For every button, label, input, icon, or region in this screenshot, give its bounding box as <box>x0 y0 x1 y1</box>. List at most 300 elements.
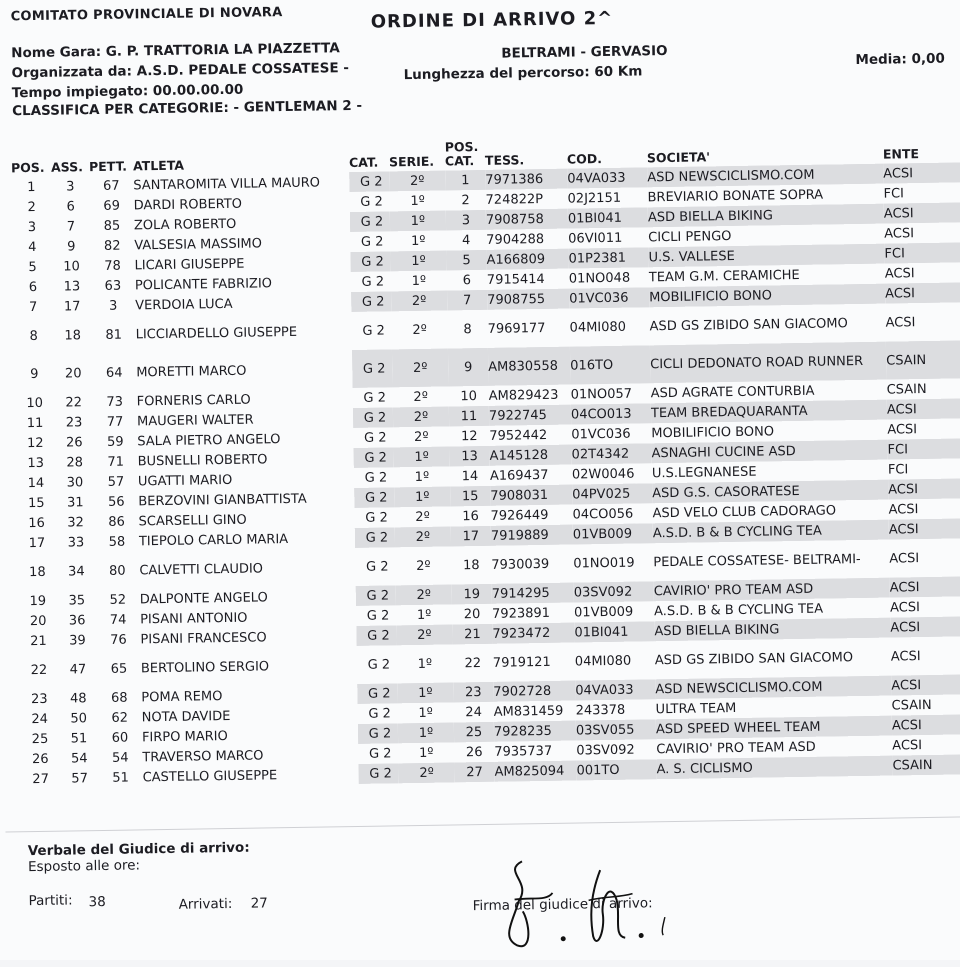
table-cell: 7922745 <box>489 405 571 426</box>
table-cell: 1º <box>410 233 426 249</box>
table-cell: ACSI <box>884 225 915 242</box>
table-cell: 7904288 <box>486 231 545 248</box>
table-cell: A145128 <box>489 445 571 466</box>
table-cell: G 2 <box>356 585 396 606</box>
table-cell: 20 <box>463 606 481 622</box>
table-cell: 10 <box>460 388 478 404</box>
table-cell: AM825094 <box>494 761 576 782</box>
table-cell: ACSI <box>885 314 916 331</box>
table-cell: ASD VELO CLUB CADORAGO <box>652 502 837 521</box>
table-cell: 2º <box>389 171 445 192</box>
table-cell: 03SV055 <box>576 719 656 740</box>
table-cell: 22 <box>30 662 48 678</box>
table-cell: 01NO048 <box>568 270 631 287</box>
table-cell: G 2 <box>368 745 392 762</box>
table-cell: MAUGERI WALTER <box>136 412 254 429</box>
table-cell: 9 <box>448 348 489 387</box>
table-cell: 1º <box>411 273 427 289</box>
table-cell: 36 <box>68 612 86 628</box>
table-cell: 7935737 <box>494 743 553 760</box>
table-cell: 33 <box>67 534 85 550</box>
table-cell: VALSESIA MASSIMO <box>134 235 263 253</box>
table-cell: TIEPOLO CARLO MARIA <box>138 531 289 549</box>
table-cell: ASD G.S. CASORATESE <box>652 480 888 504</box>
table-cell: 06VI011 <box>568 230 623 247</box>
column-header: POS. <box>10 159 45 176</box>
table-cell: ACSI <box>884 265 915 282</box>
table-cell: 1º <box>390 250 446 271</box>
time-taken: Tempo impiegato: 00.00.00.00 <box>11 81 244 102</box>
table-cell: 12 <box>460 428 478 444</box>
table-cell: 27 <box>454 762 494 783</box>
table-cell: 15 <box>450 486 490 507</box>
table-cell: G 2 <box>361 273 385 290</box>
judge-signature-label: Firma del giudice di arrivo: <box>472 895 653 915</box>
table-cell: ASD GS ZIBIDO SAN GIACOMO <box>654 649 854 668</box>
table-cell: 27 <box>32 771 50 787</box>
table-cell: 74 <box>109 612 127 628</box>
table-cell: 7919121 <box>492 654 551 671</box>
table-cell: 2º <box>395 526 451 547</box>
table-cell: ZOLA ROBERTO <box>133 216 237 233</box>
table-cell: ACSI <box>883 162 960 183</box>
table-cell: 02T4342 <box>571 443 651 464</box>
table-cell: 26 <box>31 751 49 767</box>
table-cell: LICCIARDELLO GIUSEPPE <box>135 324 298 342</box>
table-cell: ACSI <box>891 674 960 695</box>
table-cell: POMA REMO <box>141 688 223 705</box>
table-cell: 1 <box>445 170 485 191</box>
table-cell: 85 <box>103 218 121 234</box>
table-cell: NOTA DAVIDE <box>141 708 231 725</box>
column-header: ENTE <box>882 146 920 162</box>
table-cell: G 2 <box>360 233 384 250</box>
table-cell: 12 <box>26 435 44 451</box>
table-cell: 19 <box>29 593 47 609</box>
table-cell: G 2 <box>358 763 398 784</box>
table-cell: 47 <box>69 661 87 677</box>
table-cell: 01BI041 <box>574 621 654 642</box>
table-cell: PEDALE COSSATESE- BELTRAMI- <box>653 551 861 570</box>
table-cell: 2º <box>413 429 429 445</box>
posted-at-label: Esposto alle ore: <box>27 857 141 876</box>
table-cell: 52 <box>109 592 127 608</box>
table-cell: G 2 <box>353 407 393 428</box>
table-cell: 01VB009 <box>573 604 634 621</box>
table-cell: FCI <box>887 461 909 478</box>
table-body <box>11 162 960 789</box>
table-cell: 16 <box>28 515 46 531</box>
table-cell: G 2 <box>365 558 389 575</box>
table-cell: 2º <box>413 389 429 405</box>
table-cell: 34 <box>67 563 85 579</box>
table-cell: CAVIRIO' PRO TEAM ASD <box>656 739 816 757</box>
column-header: TESS. <box>484 152 525 168</box>
table-cell: 7908755 <box>487 289 569 310</box>
table-cell: 4 <box>461 232 471 248</box>
table-cell: 81 <box>105 327 123 343</box>
table-cell: 80 <box>108 563 126 579</box>
table-cell: 1º <box>418 705 433 721</box>
table-cell: MOBILIFICIO BONO <box>651 423 775 441</box>
table-cell: CSAIN <box>891 697 932 714</box>
table-cell: 51 <box>70 730 88 746</box>
page-title: ORDINE DI ARRIVO 2^ <box>370 7 614 33</box>
table-cell: 9 <box>30 366 39 382</box>
table-cell: 23 <box>30 691 48 707</box>
table-cell: G 2 <box>360 193 383 210</box>
table-cell: 67 <box>102 178 120 194</box>
table-cell: 25 <box>454 722 494 743</box>
table-cell: 3 <box>446 210 486 231</box>
table-cell: 7 <box>66 218 76 234</box>
table-cell: 01VC036 <box>569 287 649 308</box>
starters-value: 38 <box>88 893 106 911</box>
table-cell: G 2 <box>365 509 388 526</box>
column-header: COD. <box>566 151 603 167</box>
table-cell: G 2 <box>349 171 389 192</box>
table-cell: 7930039 <box>491 556 550 573</box>
table-cell: 5 <box>28 259 37 275</box>
table-cell: G 2 <box>367 656 391 673</box>
column-header: PETT. <box>88 158 128 175</box>
table-cell: 2 <box>461 192 470 208</box>
table-cell: ACSI <box>885 282 960 303</box>
table-cell: 22 <box>65 394 83 411</box>
table-cell: G 2 <box>368 705 392 722</box>
table-cell: 31 <box>66 494 84 510</box>
table-cell: 23 <box>65 414 83 430</box>
table-cell: 77 <box>106 414 124 430</box>
table-cell: 03SV092 <box>574 581 654 602</box>
judge-report-label: Verbale del Giudice di arrivo: <box>27 839 250 860</box>
table-cell: 6 <box>66 198 75 214</box>
table-cell: G 2 <box>357 683 397 704</box>
table-cell: FIRPO MARIO <box>141 728 228 745</box>
table-cell: 3 <box>27 219 37 235</box>
table-cell: 7914295 <box>492 583 574 604</box>
table-cell: 1º <box>398 722 454 743</box>
table-cell: 2º <box>398 762 454 783</box>
table-cell: 18 <box>28 564 46 580</box>
table-cell: 17 <box>63 298 81 315</box>
table-cell: ACSI <box>888 478 960 499</box>
table-cell: 56 <box>107 494 125 510</box>
table-cell: CASTELLO GIUSEPPE <box>142 767 278 785</box>
table-cell: 04MI080 <box>569 319 627 336</box>
table-cell: 13 <box>27 455 45 471</box>
table-cell: ACSI <box>892 737 923 754</box>
starters-label: Partiti: <box>28 892 73 910</box>
table-cell: 71 <box>107 454 125 470</box>
table-cell: 04VA033 <box>575 679 655 700</box>
table-cell: 30 <box>66 474 84 490</box>
table-cell: ACSI <box>887 398 960 419</box>
table-cell: G 2 <box>351 291 391 312</box>
judge-signature <box>492 839 694 958</box>
table-cell: G 2 <box>353 447 393 468</box>
table-cell: ULTRA TEAM <box>655 700 737 717</box>
table-cell: ASD BIELLA BIKING <box>654 618 890 642</box>
organizer-continued: BELTRAMI - GERVASIO <box>501 43 668 62</box>
table-cell: G 2 <box>364 469 388 486</box>
table-cell: TEAM G.M. CERAMICHE <box>648 267 800 285</box>
table-cell: ASD BIELLA BIKING <box>648 204 884 228</box>
table-cell: 1º <box>394 486 450 507</box>
committee-name: COMITATO PROVINCIALE DI NOVARA <box>10 5 283 25</box>
table-cell: 8 <box>463 321 472 337</box>
table-cell: G 2 <box>362 322 385 339</box>
table-cell: 01BI041 <box>568 207 648 228</box>
table-cell: FCI <box>884 242 960 263</box>
organizer: Organizzata da: A.S.D. PEDALE COSSATESE - <box>11 60 350 82</box>
table-cell: 7923891 <box>491 605 551 622</box>
table-cell: 2º <box>392 348 449 387</box>
table-cell: 7902728 <box>493 681 575 702</box>
table-cell: 1º <box>416 607 432 623</box>
column-header: POS. CAT. <box>444 138 479 169</box>
table-cell: G 2 <box>356 625 396 646</box>
table-cell: 24 <box>465 704 483 720</box>
table-cell: 4 <box>28 239 37 255</box>
table-cell: 17 <box>28 535 46 551</box>
table-cell: ASD GS ZIBIDO SAN GIACOMO <box>649 315 848 334</box>
table-cell: 8 <box>29 328 38 344</box>
table-cell: ACSI <box>889 518 960 539</box>
table-cell: DALPONTE ANGELO <box>139 589 268 607</box>
table-cell: 20 <box>64 365 82 382</box>
column-header: ATLETA <box>132 157 185 174</box>
table-cell: 04MI080 <box>574 653 632 670</box>
table-cell: CALVETTI CLAUDIO <box>139 560 264 578</box>
table-cell: 14 <box>27 475 45 491</box>
table-cell: 39 <box>69 632 86 648</box>
table-cell: 2º <box>396 624 452 645</box>
table-cell: TRAVERSO MARCO <box>142 747 264 765</box>
table-cell: 10 <box>26 395 44 411</box>
table-cell: DARDI ROBERTO <box>133 196 243 213</box>
table-cell: 3 <box>108 298 118 314</box>
table-cell: 76 <box>110 632 127 648</box>
table-cell: 86 <box>108 514 125 530</box>
finishers-value: 27 <box>250 895 268 912</box>
table-cell: 7952442 <box>489 427 548 444</box>
table-cell: ACSI <box>889 599 920 616</box>
table-cell: G 2 <box>352 349 393 388</box>
table-cell: 54 <box>70 750 88 766</box>
table-cell: SCARSELLI GINO <box>138 512 247 529</box>
table-cell: ACSI <box>892 714 960 735</box>
table-cell: 14 <box>461 468 479 484</box>
table-cell: 1º <box>397 682 453 703</box>
column-header: SOCIETA' <box>646 149 711 166</box>
table-cell: 13 <box>63 278 81 295</box>
table-cell: 01VC036 <box>571 426 631 443</box>
table-cell: G 2 <box>366 607 390 624</box>
table-cell: 11 <box>26 415 44 431</box>
table-cell: 7908758 <box>486 209 568 230</box>
divider <box>5 816 960 832</box>
table-cell: 20 <box>29 613 47 629</box>
table-cell: 01NO057 <box>570 386 633 403</box>
table-cell: ACSI <box>890 576 960 597</box>
table-cell: 02J2151 <box>567 190 622 207</box>
table-cell: 15 <box>27 495 45 511</box>
table-cell: TEAM BREDAQUARANTA <box>651 400 887 424</box>
table-cell: BERTOLINO SERGIO <box>140 658 270 676</box>
table-cell: ASD NEWSCICLISMO.COM <box>655 676 891 700</box>
table-cell: BERZOVINI GIANBATTISTA <box>138 491 307 509</box>
table-cell: 6 <box>462 272 472 288</box>
table-cell: 7 <box>28 299 38 315</box>
table-cell: 9 <box>67 238 76 254</box>
table-cell: 724822P <box>485 191 544 208</box>
table-cell: 243378 <box>575 702 626 719</box>
table-cell: 57 <box>107 474 125 490</box>
table-cell: 54 <box>111 750 129 766</box>
table-cell: 3 <box>66 178 75 194</box>
table-cell: A.S.D. B & B CYCLING TEA <box>653 601 824 619</box>
table-cell: 6 <box>28 279 38 295</box>
table-cell: G 2 <box>355 527 395 548</box>
table-cell: 7908031 <box>490 485 572 506</box>
column-header: CAT. <box>348 154 379 171</box>
table-cell: 26 <box>465 744 483 760</box>
table-cell: 65 <box>110 661 128 677</box>
table-cell: ACSI <box>887 421 918 438</box>
table-cell: A169437 <box>489 467 549 484</box>
table-cell: 64 <box>105 365 123 381</box>
table-cell: 7928235 <box>494 721 576 742</box>
table-cell: 18 <box>462 557 480 573</box>
table-cell: 2º <box>412 322 427 338</box>
table-cell: BUSNELLI ROBERTO <box>137 451 268 469</box>
table-cell: 02W0046 <box>571 466 635 483</box>
table-cell: ACSI <box>890 648 921 665</box>
course-length: Lunghezza del percorso: 60 Km <box>403 63 643 84</box>
table-cell: U.S. VALLESE <box>648 244 884 268</box>
results-table <box>11 132 960 789</box>
table-cell: CSAIN <box>886 340 960 379</box>
table-cell: FORNERIS CARLO <box>136 392 251 409</box>
table-cell: 60 <box>111 730 129 746</box>
table-cell: UGATTI MARIO <box>137 472 233 489</box>
table-cell: 001TO <box>576 759 656 780</box>
average-speed: Media: 0,00 <box>855 50 945 69</box>
table-cell: 1º <box>410 193 425 209</box>
table-cell: 26 <box>65 434 83 450</box>
table-cell: 10 <box>63 258 80 275</box>
table-cell: 21 <box>452 624 492 645</box>
table-cell: BREVIARIO BONATE SOPRA <box>647 187 824 205</box>
table-cell: MORETTI MARCO <box>136 363 247 380</box>
table-cell: 13 <box>449 446 489 467</box>
table-cell: A166809 <box>486 249 568 270</box>
table-cell: 35 <box>68 592 86 608</box>
table-cell: 04CO013 <box>571 403 651 424</box>
table-cell: CSAIN <box>886 381 927 398</box>
table-cell: POLICANTE FABRIZIO <box>134 275 273 293</box>
table-cell: 7971386 <box>485 169 567 190</box>
table-cell: 17 <box>451 526 491 547</box>
table-cell: 1º <box>390 211 446 232</box>
table-cell: LICARI GIUSEPPE <box>134 256 245 273</box>
table-cell: 04CO056 <box>572 506 634 523</box>
table-cell: 1º <box>393 446 449 467</box>
table-cell: 25 <box>31 731 49 747</box>
table-cell: 7969177 <box>487 320 546 337</box>
table-cell: 2º <box>396 584 452 605</box>
finishers-label: Arrivati: <box>178 895 233 913</box>
table-cell: 50 <box>70 710 88 726</box>
table-cell: FCI <box>883 185 905 202</box>
table-cell: 32 <box>67 514 84 530</box>
table-cell: 2º <box>416 558 431 574</box>
table-cell: 04PV025 <box>572 483 652 504</box>
table-cell: 1º <box>418 745 434 761</box>
table-cell: CSAIN <box>892 754 960 775</box>
table-cell: 19 <box>452 584 492 605</box>
table-cell: 016TO <box>570 345 651 384</box>
table-cell: ACSI <box>890 616 960 637</box>
table-cell: 04VA033 <box>567 167 647 188</box>
table-cell: CAVIRIO' PRO TEAM ASD <box>654 578 890 602</box>
column-header: SERIE. <box>388 153 435 170</box>
table-cell: ASD AGRATE CONTURBIA <box>650 383 815 401</box>
table-cell: 24 <box>31 711 49 727</box>
table-cell: 7915414 <box>486 271 545 288</box>
race-name: Nome Gara: G. P. TRATTORIA LA PIAZZETTA <box>11 40 340 62</box>
table-cell: PISANI FRANCESCO <box>140 629 267 647</box>
table-cell: 2 <box>27 199 36 215</box>
table-cell: G 2 <box>358 723 398 744</box>
table-cell: 73 <box>106 394 124 410</box>
table-cell: G 2 <box>350 251 390 272</box>
table-cell: 78 <box>104 258 121 274</box>
table-cell: 7919889 <box>491 525 573 546</box>
table-cell: PISANI ANTONIO <box>140 610 248 627</box>
table-cell: AM830558 <box>488 347 571 386</box>
table-cell: 58 <box>108 534 126 550</box>
table-cell: A.S.D. B & B CYCLING TEA <box>653 520 889 544</box>
table-cell: VERDOIA LUCA <box>135 296 233 313</box>
table-cell: 01VB009 <box>573 523 653 544</box>
table-cell: SANTAROMITA VILLA MAURO <box>133 174 321 193</box>
table-cell: 2º <box>393 406 449 427</box>
table-cell: 62 <box>111 710 129 726</box>
table-cell: ACSI <box>884 202 960 223</box>
table-cell: ACSI <box>889 550 920 567</box>
table-cell: U.S.LEGNANESE <box>651 464 757 481</box>
table-cell: G 2 <box>363 389 387 406</box>
table-cell: CICLI DEDONATO ROAD RUNNER <box>650 342 887 384</box>
table-cell: 23 <box>453 682 493 703</box>
table-cell: CICLI PENGO <box>648 228 732 245</box>
table-cell: G 2 <box>354 487 394 508</box>
table-cell: 28 <box>66 454 84 470</box>
table-cell: G 2 <box>350 211 390 232</box>
table-cell: 82 <box>103 238 121 254</box>
table-cell: 01P2381 <box>568 247 648 268</box>
table-cell: 51 <box>112 770 130 786</box>
table-cell: SALA PIETRO ANGELO <box>137 431 281 449</box>
table-cell: 7923472 <box>492 623 574 644</box>
table-cell: G 2 <box>363 429 387 446</box>
table-cell: ASD SPEED WHEEL TEAM <box>656 716 892 740</box>
table-cell: 1º <box>414 469 430 485</box>
table-cell: ASNAGHI CUCINE ASD <box>651 440 887 464</box>
table-cell: 1º <box>417 656 433 672</box>
